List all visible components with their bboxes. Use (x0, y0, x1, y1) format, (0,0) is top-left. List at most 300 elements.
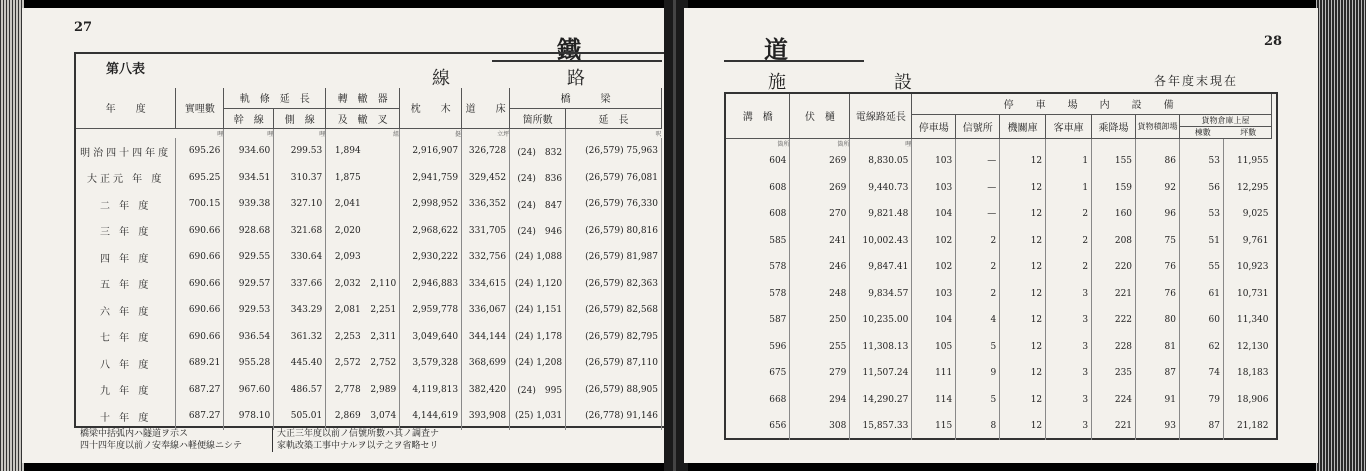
header-warehouse-label: 貨物倉庫上屋 (1201, 115, 1250, 125)
cell-engine: 12 (1000, 360, 1046, 387)
cell-wh_count: 61 (1179, 281, 1223, 308)
cell-signal: 5 (956, 387, 1000, 414)
cell-actual: 690.66 (176, 218, 224, 245)
cell-sleepers: 3,579,328 (400, 350, 462, 377)
cell-side: 310.37 (274, 165, 326, 192)
cell-bcount: (24) 832 (510, 138, 566, 165)
table-row (726, 360, 1272, 387)
table-row (726, 175, 1272, 202)
cell-freight: 75 (1136, 228, 1180, 255)
cell-bcount: (24) 995 (510, 377, 566, 404)
cell-side: 337.66 (274, 271, 326, 298)
cell-stop: 102 (912, 254, 956, 281)
header-station-facilities: 停 車 場 内 設 備 (912, 94, 1272, 114)
header-bridge-length: 延 長 (566, 108, 662, 128)
year-cell: 明治四十四年度 (76, 138, 176, 165)
cell-blength: (26,579) 82,795 (566, 324, 662, 351)
cell-culvert: 675 (726, 360, 790, 387)
cell-main: 978.10 (224, 403, 274, 430)
cell-sleepers: 2,968,622 (400, 218, 462, 245)
section-char-shi: 施 (768, 72, 788, 93)
cell-ballast: 331,705 (462, 218, 510, 245)
unit-label: 組 (326, 128, 400, 138)
cell-tunnel: 250 (790, 307, 850, 334)
cell-car: 3 (1046, 387, 1092, 414)
cell-tele: 9,834.57 (850, 281, 912, 308)
cell-wh_count: 74 (1179, 360, 1223, 387)
cell-sleepers: 4,119,813 (400, 377, 462, 404)
header-tunnel: 伏 樋 (790, 94, 850, 138)
unit-label: 箇所 (790, 138, 850, 148)
right-page (684, 8, 1318, 463)
cell-sw2: 2,989 (364, 377, 400, 404)
header-sleepers: 枕 木 (400, 88, 462, 128)
cell-sw1: 1,875 (334, 172, 361, 183)
cell-tele: 10,235.00 (850, 307, 912, 334)
cell-side: 299.53 (274, 138, 326, 165)
table-row (76, 350, 662, 377)
cell-engine: 12 (1000, 281, 1046, 308)
cell-stop: 103 (912, 175, 956, 202)
cell-sw1: 2,093 (334, 252, 361, 263)
cell-culvert: 608 (726, 175, 790, 202)
cell-platform: 228 (1092, 334, 1136, 361)
cell-signal: 2 (956, 254, 1000, 281)
cell-platform: 208 (1092, 228, 1136, 255)
table-row (76, 324, 662, 351)
cell-engine: 12 (1000, 254, 1046, 281)
cell-actual: 689.21 (176, 350, 224, 377)
cell-engine: 12 (1000, 413, 1046, 440)
cell-wh_count: 62 (1179, 334, 1223, 361)
cell-car: 1 (1046, 175, 1092, 202)
cell-car: 3 (1046, 413, 1092, 440)
header-telegraph: 電線路延長 (850, 94, 912, 138)
cell-ballast: 332,756 (462, 244, 510, 271)
cell-freight: 91 (1136, 387, 1180, 414)
year-cell: 大正元 年 度 (76, 165, 176, 192)
title-char-tetsu: 鐵 (557, 35, 583, 64)
cell-actual: 687.27 (176, 377, 224, 404)
cell-ballast: 336,352 (462, 191, 510, 218)
table-row (726, 387, 1272, 414)
cell-engine: 12 (1000, 387, 1046, 414)
cell-wh_area: 9,025 (1242, 209, 1269, 220)
cell-wh_area: 10,731 (1237, 288, 1269, 299)
cell-sleepers: 2,946,883 (400, 271, 462, 298)
table-row (76, 377, 662, 404)
cell-sleepers: 2,941,759 (400, 165, 462, 192)
cell-sw2 (364, 191, 400, 218)
footnote-line: 家軌改築工事中ナルヲ以テ之ヲ省略セリ (277, 441, 439, 451)
cell-bcount: (24) 946 (510, 218, 566, 245)
cell-main: 939.38 (224, 191, 274, 218)
cell-bcount: (24) 836 (510, 165, 566, 192)
table-row (76, 244, 662, 271)
cell-sleepers: 2,916,907 (400, 138, 462, 165)
header-track-length: 軌 條 延 長 (224, 88, 326, 108)
cell-signal: 2 (956, 228, 1000, 255)
cell-car: 2 (1046, 228, 1092, 255)
cell-sw1: 2,869 (334, 411, 361, 422)
cell-blength: (26,579) 75,963 (566, 138, 662, 165)
cell-blength: (26,579) 82,363 (566, 271, 662, 298)
cell-signal: 8 (956, 413, 1000, 440)
cell-car: 3 (1046, 334, 1092, 361)
cell-wh_count: 87 (1179, 413, 1223, 440)
header-wh-count: 棟數 (1194, 127, 1211, 137)
cell-platform: 220 (1092, 254, 1136, 281)
cell-sw2: 2,251 (364, 297, 400, 324)
cell-tunnel: 241 (790, 228, 850, 255)
cell-sw2: 2,110 (364, 271, 400, 298)
cell-car: 3 (1046, 307, 1092, 334)
table-row (76, 218, 662, 245)
cell-stop: 103 (912, 148, 956, 175)
cell-ballast: 368,699 (462, 350, 510, 377)
cell-blength: (26,579) 88,905 (566, 377, 662, 404)
cell-platform: 221 (1092, 281, 1136, 308)
cell-culvert: 596 (726, 334, 790, 361)
section-char-sen: 線 (432, 68, 452, 89)
unit-label: 哩 (224, 128, 274, 138)
cell-blength: (26,579) 82,568 (566, 297, 662, 324)
header-freight: 貨物積卸場 (1136, 114, 1180, 138)
cell-main: 934.60 (224, 138, 274, 165)
table-row (76, 271, 662, 298)
cell-bcount: (24) 1,178 (510, 324, 566, 351)
table-row (76, 165, 662, 192)
header-bridge-count: 箇所數 (510, 108, 566, 128)
cell-side: 361.32 (274, 324, 326, 351)
cell-sw2 (364, 138, 400, 165)
cell-platform: 159 (1092, 175, 1136, 202)
cell-ballast: 336,067 (462, 297, 510, 324)
cell-sw2 (364, 165, 400, 192)
cell-side: 445.40 (274, 350, 326, 377)
cell-sw2: 2,311 (364, 324, 400, 351)
cell-engine: 12 (1000, 148, 1046, 175)
cell-freight: 96 (1136, 201, 1180, 228)
cell-wh_count: 56 (1179, 175, 1223, 202)
cell-sleepers: 3,049,640 (400, 324, 462, 351)
unit-label: 哩 (850, 138, 912, 148)
cell-wh_count: 79 (1179, 387, 1223, 414)
cell-stop: 102 (912, 228, 956, 255)
cell-car: 2 (1046, 201, 1092, 228)
cell-tele: 15,857.33 (850, 413, 912, 440)
cell-bcount: (24) 1,120 (510, 271, 566, 298)
page-number-right: 28 (1264, 34, 1283, 49)
section-char-setsu: 設 (894, 72, 914, 93)
cell-wh_count: 60 (1179, 307, 1223, 334)
cell-wh_area: 11,955 (1237, 156, 1269, 167)
cell-sleepers: 2,959,778 (400, 297, 462, 324)
cell-sw2 (364, 218, 400, 245)
cell-main: 929.53 (224, 297, 274, 324)
cell-side: 486.57 (274, 377, 326, 404)
cell-signal: 5 (956, 334, 1000, 361)
cell-signal: 2 (956, 281, 1000, 308)
year-cell: 五 年 度 (76, 271, 176, 298)
cell-platform: 221 (1092, 413, 1136, 440)
cell-main: 929.57 (224, 271, 274, 298)
cell-sw1: 1,894 (334, 146, 361, 157)
cell-culvert: 578 (726, 281, 790, 308)
cell-bcount: (25) 1,031 (510, 403, 566, 430)
header-wh-area: 坪數 (1240, 127, 1257, 137)
subtitle: 各年度末現在 (1154, 74, 1239, 88)
cell-wh_area: 18,183 (1237, 368, 1269, 379)
cell-freight: 93 (1136, 413, 1180, 440)
cell-sw1: 2,253 (334, 331, 361, 342)
header-actual-length: 實哩數 (176, 88, 224, 128)
cell-car: 2 (1046, 254, 1092, 281)
year-cell: 二 年 度 (76, 191, 176, 218)
cell-wh_area: 10,923 (1237, 262, 1269, 273)
cell-tele: 11,308.13 (850, 334, 912, 361)
cell-freight: 81 (1136, 334, 1180, 361)
cell-sw2 (364, 244, 400, 271)
cell-culvert: 608 (726, 201, 790, 228)
header-warehouse (1179, 114, 1271, 138)
cell-blength: (26,579) 81,987 (566, 244, 662, 271)
cell-main: 928.68 (224, 218, 274, 245)
cell-tunnel: 279 (790, 360, 850, 387)
book-left-edge (0, 0, 24, 471)
cell-ballast: 382,420 (462, 377, 510, 404)
cell-main: 955.28 (224, 350, 274, 377)
cell-freight: 80 (1136, 307, 1180, 334)
cell-wh_count: 53 (1179, 201, 1223, 228)
cell-sleepers: 4,144,619 (400, 403, 462, 430)
cell-stop: 105 (912, 334, 956, 361)
cell-wh_area: 11,340 (1237, 315, 1269, 326)
cell-tunnel: 269 (790, 148, 850, 175)
cell-car: 1 (1046, 148, 1092, 175)
cell-side: 330.64 (274, 244, 326, 271)
cell-engine: 12 (1000, 307, 1046, 334)
table-row (726, 334, 1272, 361)
cell-stop: 104 (912, 307, 956, 334)
cell-tunnel: 255 (790, 334, 850, 361)
cell-ballast: 334,615 (462, 271, 510, 298)
cell-tele: 8,830.05 (850, 148, 912, 175)
cell-sw1: 2,020 (334, 225, 361, 236)
cell-sw2: 2,752 (364, 350, 400, 377)
cell-blength: (26,579) 80,816 (566, 218, 662, 245)
title-char-do: 道 (764, 35, 790, 64)
cell-tunnel: 248 (790, 281, 850, 308)
cell-bcount: (24) 1,088 (510, 244, 566, 271)
cell-signal: — (956, 148, 1000, 175)
cell-stop: 115 (912, 413, 956, 440)
cell-platform: 224 (1092, 387, 1136, 414)
cell-sw1: 2,081 (334, 305, 361, 316)
cell-bcount: (24) 1,151 (510, 297, 566, 324)
cell-main: 929.55 (224, 244, 274, 271)
header-switch-sub: 及 轍 叉 (326, 108, 400, 128)
table-row (726, 281, 1272, 308)
cell-wh_count: 55 (1179, 254, 1223, 281)
header-signal: 信號所 (956, 114, 1000, 138)
cell-tunnel: 269 (790, 175, 850, 202)
cell-freight: 92 (1136, 175, 1180, 202)
cell-platform: 222 (1092, 307, 1136, 334)
cell-sleepers: 2,930,222 (400, 244, 462, 271)
year-cell: 七 年 度 (76, 324, 176, 351)
cell-culvert: 604 (726, 148, 790, 175)
table-row (76, 138, 662, 165)
footnote-line: 大正三年度以前ノ信號所數ハ其ノ調査ナ (277, 429, 440, 439)
cell-blength: (26,579) 87,110 (566, 350, 662, 377)
footnote-line: 橋梁中括弧内ハ隧道ヲ示ス (80, 429, 189, 439)
year-cell: 三 年 度 (76, 218, 176, 245)
table-row (76, 403, 662, 430)
year-cell: 十 年 度 (76, 403, 176, 430)
cell-culvert: 585 (726, 228, 790, 255)
cell-tunnel: 270 (790, 201, 850, 228)
cell-car: 3 (1046, 360, 1092, 387)
cell-wh_area: 12,130 (1237, 341, 1269, 352)
year-cell: 九 年 度 (76, 377, 176, 404)
cell-actual: 687.27 (176, 403, 224, 430)
header-side-line: 側 線 (274, 108, 326, 128)
cell-tele: 9,847.41 (850, 254, 912, 281)
header-bridges: 橋 梁 (510, 88, 662, 108)
year-cell: 八 年 度 (76, 350, 176, 377)
cell-wh_area: 12,295 (1237, 182, 1269, 193)
header-year: 年 度 (76, 88, 176, 128)
cell-platform: 235 (1092, 360, 1136, 387)
cell-culvert: 668 (726, 387, 790, 414)
unit-label: 立坪 (462, 128, 510, 138)
cell-stop: 103 (912, 281, 956, 308)
unit-label: 箇所 (726, 138, 790, 148)
header-engine-shed: 機關庫 (1000, 114, 1046, 138)
cell-signal: 9 (956, 360, 1000, 387)
cell-sw1: 2,778 (334, 384, 361, 395)
cell-ballast: 329,452 (462, 165, 510, 192)
cell-blength: (26,579) 76,330 (566, 191, 662, 218)
table-row (726, 307, 1272, 334)
cell-tele: 9,440.73 (850, 175, 912, 202)
cell-engine: 12 (1000, 175, 1046, 202)
header-ballast: 道 床 (462, 88, 510, 128)
cell-freight: 87 (1136, 360, 1180, 387)
header-switches: 轉 轍 器 (326, 88, 400, 108)
cell-sleepers: 2,998,952 (400, 191, 462, 218)
cell-main: 936.54 (224, 324, 274, 351)
cell-side: 343.29 (274, 297, 326, 324)
cell-engine: 12 (1000, 334, 1046, 361)
facilities-table (726, 94, 1272, 440)
unit-label: 挺 (400, 128, 462, 138)
unit-label: 呎 (655, 130, 662, 138)
cell-actual: 700.15 (176, 191, 224, 218)
footnote-left (80, 428, 260, 452)
cell-culvert: 578 (726, 254, 790, 281)
year-cell: 四 年 度 (76, 244, 176, 271)
cell-bcount: (24) 847 (510, 191, 566, 218)
cell-sw1: 2,041 (334, 199, 361, 210)
cell-tele: 14,290.27 (850, 387, 912, 414)
cell-sw1: 2,032 (334, 278, 361, 289)
section-char-ro: 路 (567, 68, 587, 89)
header-stop: 停車場 (912, 114, 956, 138)
cell-signal: — (956, 201, 1000, 228)
cell-stop: 114 (912, 387, 956, 414)
cell-stop: 111 (912, 360, 956, 387)
cell-culvert: 587 (726, 307, 790, 334)
header-culvert: 溝 橋 (726, 94, 790, 138)
cell-tunnel: 246 (790, 254, 850, 281)
page-number-left: 27 (74, 20, 93, 35)
cell-bcount: (24) 1,208 (510, 350, 566, 377)
cell-actual: 690.66 (176, 271, 224, 298)
cell-ballast: 344,144 (462, 324, 510, 351)
cell-ballast: 393,908 (462, 403, 510, 430)
cell-engine: 12 (1000, 228, 1046, 255)
cell-side: 505.01 (274, 403, 326, 430)
cell-platform: 155 (1092, 148, 1136, 175)
rail-line-table (76, 88, 662, 430)
cell-signal: — (956, 175, 1000, 202)
header-main-line: 幹 線 (224, 108, 274, 128)
title-rule (724, 60, 864, 65)
cell-wh_area: 18,906 (1237, 394, 1269, 405)
cell-tunnel: 294 (790, 387, 850, 414)
cell-side: 327.10 (274, 191, 326, 218)
table-row (76, 191, 662, 218)
cell-actual: 695.26 (176, 138, 224, 165)
cell-freight: 76 (1136, 254, 1180, 281)
cell-stop: 104 (912, 201, 956, 228)
cell-sw2: 3,074 (364, 403, 400, 430)
table-row (726, 413, 1272, 440)
table-row (726, 148, 1272, 175)
header-car-shed: 客車庫 (1046, 114, 1092, 138)
cell-wh_area: 21,182 (1237, 421, 1269, 432)
unit-label: 哩 (274, 128, 326, 138)
unit-label: 哩 (176, 128, 224, 138)
book-right-edge (1316, 0, 1366, 471)
cell-wh_count: 51 (1179, 228, 1223, 255)
cell-sw1: 2,572 (334, 358, 361, 369)
cell-car: 3 (1046, 281, 1092, 308)
cell-tunnel: 308 (790, 413, 850, 440)
cell-freight: 86 (1136, 148, 1180, 175)
cell-culvert: 656 (726, 413, 790, 440)
cell-main: 967.60 (224, 377, 274, 404)
table-row (726, 201, 1272, 228)
table-row (726, 228, 1272, 255)
header-platform: 乘降場 (1092, 114, 1136, 138)
year-cell: 六 年 度 (76, 297, 176, 324)
cell-actual: 690.66 (176, 244, 224, 271)
cell-freight: 76 (1136, 281, 1180, 308)
cell-actual: 695.25 (176, 165, 224, 192)
cell-actual: 690.66 (176, 297, 224, 324)
table-row (726, 254, 1272, 281)
table-row (76, 297, 662, 324)
table-label: 第八表 (106, 62, 146, 77)
cell-actual: 690.66 (176, 324, 224, 351)
cell-platform: 160 (1092, 201, 1136, 228)
cell-tele: 11,507.24 (850, 360, 912, 387)
cell-main: 934.51 (224, 165, 274, 192)
footnote-line: 四十四年度以前ノ安奉線ハ軽便線ニシテ (80, 441, 243, 451)
